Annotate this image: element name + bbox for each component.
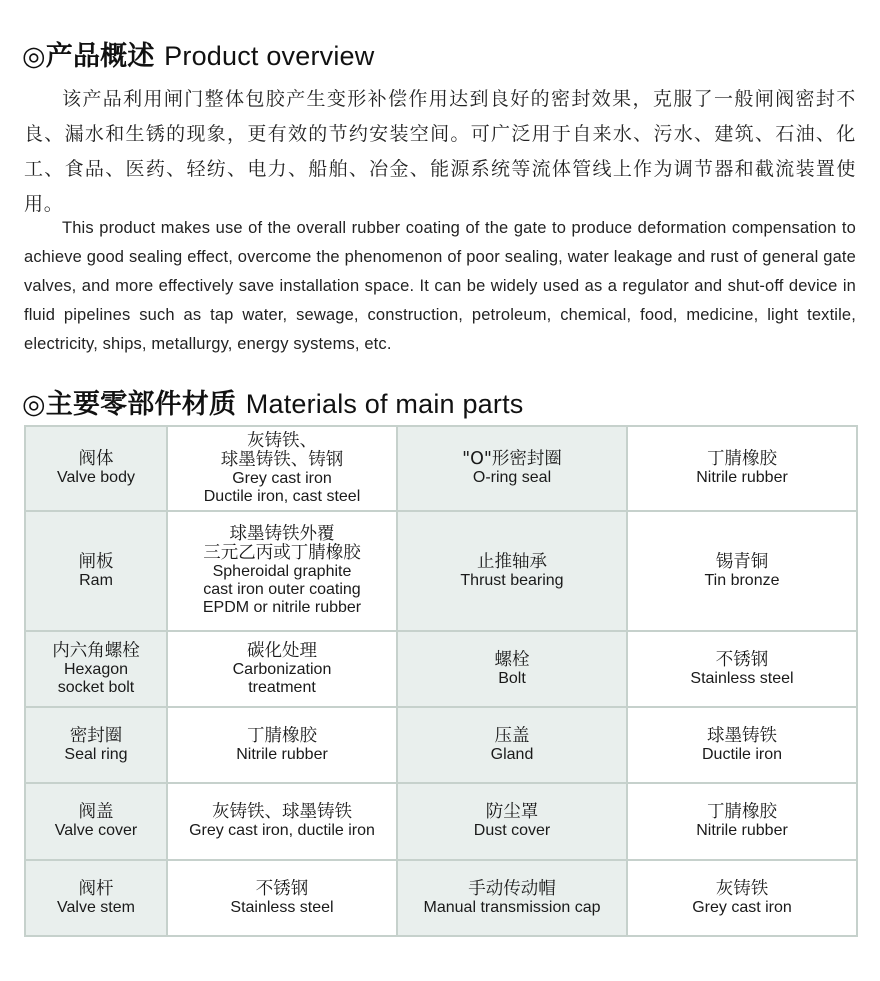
table-row	[25, 631, 857, 707]
material-cell	[167, 511, 397, 631]
material-en: Stainless steel	[690, 669, 794, 687]
part-cell	[397, 511, 627, 631]
material-cn: 灰铸铁、	[247, 430, 317, 451]
material-en: Grey cast iron	[232, 469, 332, 487]
overview-paragraph-en: This product makes use of the overall rubber coating of the gate to produce deformation compensation to achieve good sealing effect, overcome the phenomenon of poor sealing, water leakage and rust of general gate valves, and more effectively save installation space. It can be widely used as a regulator and shut-off device in fluid pipelines such as tap water, sewage, construction, petroleum, chemical, food, medicine, light textile, electricity, ships, metallurgy, energy systems, etc.	[24, 219, 856, 353]
part-name-en: Hexagon	[63, 660, 129, 678]
material-en: Carbonization	[232, 660, 332, 678]
part-name-cn: 阀盖	[78, 802, 114, 822]
part-name-en: Ram	[79, 571, 113, 589]
material-cn: 不锈钢	[715, 649, 769, 670]
part-name-en: Seal ring	[64, 745, 128, 763]
material-cn: 不锈钢	[255, 878, 309, 899]
table-row	[25, 860, 857, 936]
material-cn: 球墨铸铁	[707, 725, 777, 746]
part-name-cn: 内六角螺栓	[52, 640, 140, 661]
part-cell	[25, 783, 167, 860]
material-cn: 锡青铜	[715, 551, 769, 572]
table-row	[25, 426, 857, 511]
materials-heading-cn: ◎主要零部件材质	[22, 389, 237, 420]
material-en: Grey cast iron, ductile iron	[189, 822, 375, 839]
material-cell	[627, 631, 857, 707]
part-name-en: Valve stem	[57, 898, 135, 916]
material-cn: 丁腈橡胶	[247, 725, 317, 746]
material-cn: 球墨铸铁、铸钢	[220, 449, 344, 470]
part-name-cn: 防尘罩	[485, 802, 539, 822]
material-en: treatment	[248, 678, 316, 696]
material-cell	[167, 783, 397, 860]
part-name-en: Manual transmission cap	[423, 898, 601, 916]
part-cell	[397, 426, 627, 511]
material-cn: 灰铸铁、球墨铸铁	[212, 802, 352, 822]
material-cn: 丁腈橡胶	[707, 449, 777, 469]
material-en: Ductile iron, cast steel	[203, 487, 361, 505]
material-cn: 三元乙丙或丁腈橡胶	[203, 543, 361, 563]
part-cell	[25, 511, 167, 631]
part-name-cn: 手动传动帽	[468, 878, 556, 899]
material-en: cast iron outer coating	[203, 581, 361, 598]
material-en: Tin bronze	[704, 571, 780, 589]
table-row	[25, 707, 857, 783]
part-cell	[25, 631, 167, 707]
part-name-cn: 压盖	[494, 725, 530, 746]
table-row	[25, 783, 857, 860]
materials-table	[24, 425, 858, 937]
part-cell	[397, 783, 627, 860]
materials-heading	[22, 382, 523, 421]
material-en: Nitrile rubber	[696, 469, 788, 486]
material-cn: 球墨铸铁外覆	[229, 524, 335, 544]
overview-heading	[22, 34, 374, 73]
part-name-cn: 阀杆	[78, 878, 114, 899]
part-cell	[397, 631, 627, 707]
table-row	[25, 511, 857, 631]
material-en: Ductile iron	[701, 745, 783, 763]
part-cell	[397, 707, 627, 783]
material-cn: 灰铸铁	[715, 878, 769, 899]
part-name-cn: 阀体	[78, 449, 114, 469]
material-cn: 碳化处理	[247, 640, 317, 661]
part-name-cn: 闸板	[78, 551, 114, 572]
part-name-en: Dust cover	[473, 822, 551, 839]
material-en: Nitrile rubber	[236, 745, 328, 763]
material-cn: 丁腈橡胶	[707, 802, 777, 822]
part-name-cn: "O"形密封圈	[462, 449, 562, 469]
overview-heading-cn: ◎产品概述	[22, 41, 155, 72]
material-en: Stainless steel	[230, 898, 334, 916]
part-name-cn: 螺栓	[494, 649, 530, 670]
material-cell	[627, 783, 857, 860]
part-name-en: Valve body	[57, 469, 135, 486]
material-cell	[627, 860, 857, 936]
part-cell	[25, 860, 167, 936]
material-cell	[627, 426, 857, 511]
part-cell	[397, 860, 627, 936]
material-en: Spheroidal graphite	[212, 563, 352, 580]
material-cell	[167, 631, 397, 707]
material-en: Grey cast iron	[692, 898, 792, 916]
part-name-en: Valve cover	[54, 822, 138, 839]
part-name-en: socket bolt	[57, 678, 135, 696]
materials-heading-en: Materials of main parts	[245, 389, 524, 419]
material-cell	[167, 426, 397, 511]
part-name-en: O-ring seal	[472, 469, 552, 486]
material-en: EPDM or nitrile rubber	[202, 599, 362, 616]
material-en: Nitrile rubber	[696, 822, 788, 839]
material-cell	[167, 860, 397, 936]
part-name-cn: 止推轴承	[477, 551, 547, 572]
overview-heading-en: Product overview	[164, 41, 375, 71]
part-name-cn: 密封圈	[69, 725, 123, 746]
part-name-en: Thrust bearing	[460, 571, 564, 589]
part-name-en: Gland	[490, 745, 534, 763]
material-cell	[167, 707, 397, 783]
material-cell	[627, 511, 857, 631]
part-name-en: Bolt	[498, 669, 526, 687]
part-cell	[25, 707, 167, 783]
material-cell	[627, 707, 857, 783]
overview-paragraph-cn: 该产品利用闸门整体包胶产生变形补偿作用达到良好的密封效果，克服了一般闸阀密封不良、漏水和生锈的现象，更有效的节约安装空间。可广泛用于自来水、污水、建筑、石油、化工、食品、医药、轻纺、电力、船舶、冶金、能源系统等流体管线上作为调节器和截流装置使用。	[24, 88, 856, 215]
part-cell	[25, 426, 167, 511]
